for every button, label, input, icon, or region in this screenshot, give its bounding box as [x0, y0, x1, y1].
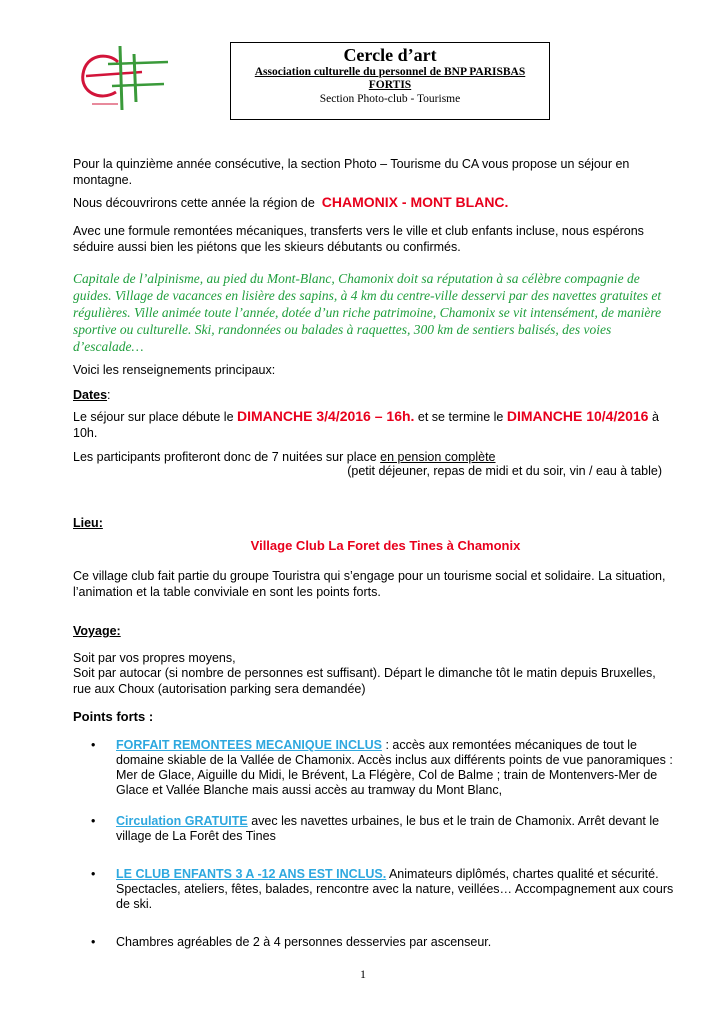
header-section: Section Photo-club - Tourisme	[319, 93, 461, 105]
intro-paragraph-3: Avec une formule remontées mécaniques, transferts vers le ville et club enfants incluse, nous espérons séduire aussi bien les piétons que les skieurs débutants ou confirmés.	[73, 224, 644, 254]
points-heading: Points forts :	[73, 709, 154, 724]
list-item	[73, 738, 683, 798]
lieu-heading: Lieu:	[73, 516, 103, 530]
dates-heading	[73, 387, 663, 403]
list-item	[73, 814, 683, 844]
logo	[72, 40, 172, 118]
pension-complete: en pension complète	[380, 450, 496, 464]
voyage-line-1: Soit par vos propres moyens,	[73, 651, 236, 665]
intro-paragraph-1: Pour la quinzième année consécutive, la section Photo – Tourisme du CA vous propose un séjour en montagne.	[73, 157, 630, 187]
nights-prefix: Les participants profiteront donc de 7 nuitées sur place	[73, 450, 377, 464]
list-item	[73, 935, 683, 950]
point-text: Animateurs diplômés, chartes qualité et sécurité. Spectacles, ateliers, fêtes, balades, rencontre avec la nature, veillées… Accompagnement aux cours de ski.	[116, 867, 674, 911]
header-subtitle-2: FORTIS	[368, 79, 412, 91]
nights-detail: (petit déjeuner, repas de midi et du soir, vin / eau à table)	[347, 464, 662, 478]
dates-heading-suffix: :	[107, 388, 111, 402]
point-highlight[interactable]: Circulation GRATUITE	[116, 814, 248, 828]
voyage-line-2: Soit par autocar (si nombre de personnes est suffisant). Départ le dimanche tôt le matin depuis Bruxelles, rue aux Choux (autorisation parking sera demandée)	[73, 666, 656, 696]
points-list	[73, 738, 683, 950]
header-subtitle-1: Association culturelle du personnel de BNP PARISBAS	[254, 66, 526, 78]
venue-name: Village Club La Foret des Tines à Chamonix	[250, 538, 521, 553]
point-highlight[interactable]: LE CLUB ENFANTS 3 A -12 ANS EST INCLUS.	[116, 867, 387, 881]
header-title: Cercle d’art	[343, 45, 437, 65]
dates-start-label: Le séjour sur place débute le	[73, 410, 234, 424]
intro-paragraph-2	[73, 194, 663, 211]
dates-end-label: et se termine le	[417, 410, 504, 424]
intro-paragraph-4: Voici les renseignements principaux:	[73, 363, 276, 377]
intro-quote: Capitale de l’alpinisme, au pied du Mont-Blanc, Chamonix doit sa réputation à sa célèbre compagnie de guides. Village de vacances en lisière des sapins, à 4 km du centre-ville desservi par des navettes gratuites et régulières. Ville animée toute l’année, dotée d’un riche patrimoine, Chamonix se vit intensément, de manière sportive ou culturelle. Ski, randonnées ou balades à raquettes, 300 km de sentiers balisés, des voies d’escalade…	[73, 271, 662, 354]
start-date: DIMANCHE 3/4/2016 – 16h.	[237, 408, 415, 424]
header-box	[230, 42, 550, 120]
end-date: DIMANCHE 10/4/2016	[506, 408, 649, 424]
dates-end-time: à 10h.	[73, 410, 659, 440]
bullet: •	[91, 814, 96, 828]
bullet: •	[91, 738, 96, 752]
bullet: •	[91, 935, 96, 949]
list-item	[73, 867, 683, 912]
point-text: Chambres agréables de 2 à 4 personnes desservies par ascenseur.	[116, 935, 492, 949]
bullet: •	[91, 867, 96, 881]
point-text: accès aux remontées mécaniques de tout le domaine skiable de la Vallée de Chamonix. Accès inclus aux différents points de vue panoramiques : Mer de Glace, Aiguille du Midi, le Brévent, La Flégère, Col de Balme ; train de Montenvers-Mer de Glace et Vallée Blanche mais aussi accès au tramway du Mont Blanc,	[116, 738, 673, 797]
point-sep: :	[381, 738, 393, 752]
voyage-heading: Voyage:	[73, 624, 121, 638]
point-highlight[interactable]: FORFAIT REMONTEES MECANIQUE INCLUS	[116, 738, 382, 752]
point-text: avec les navettes urbaines, le bus et le train de Chamonix. Arrêt devant le village de La Forêt des Tines	[116, 814, 660, 843]
destination-highlight: CHAMONIX - MONT BLANC.	[321, 194, 509, 210]
dates-paragraph	[73, 408, 663, 441]
page-number: 1	[360, 967, 366, 981]
lieu-description: Ce village club fait partie du groupe Touristra qui s’engage pour un tourisme social et solidaire. La situation, l’animation et la table conviviale en sont les points forts.	[73, 569, 666, 599]
dates-heading-label: Dates	[73, 388, 108, 402]
intro-p2-prefix: Nous découvrirons cette année la région de	[73, 196, 315, 210]
